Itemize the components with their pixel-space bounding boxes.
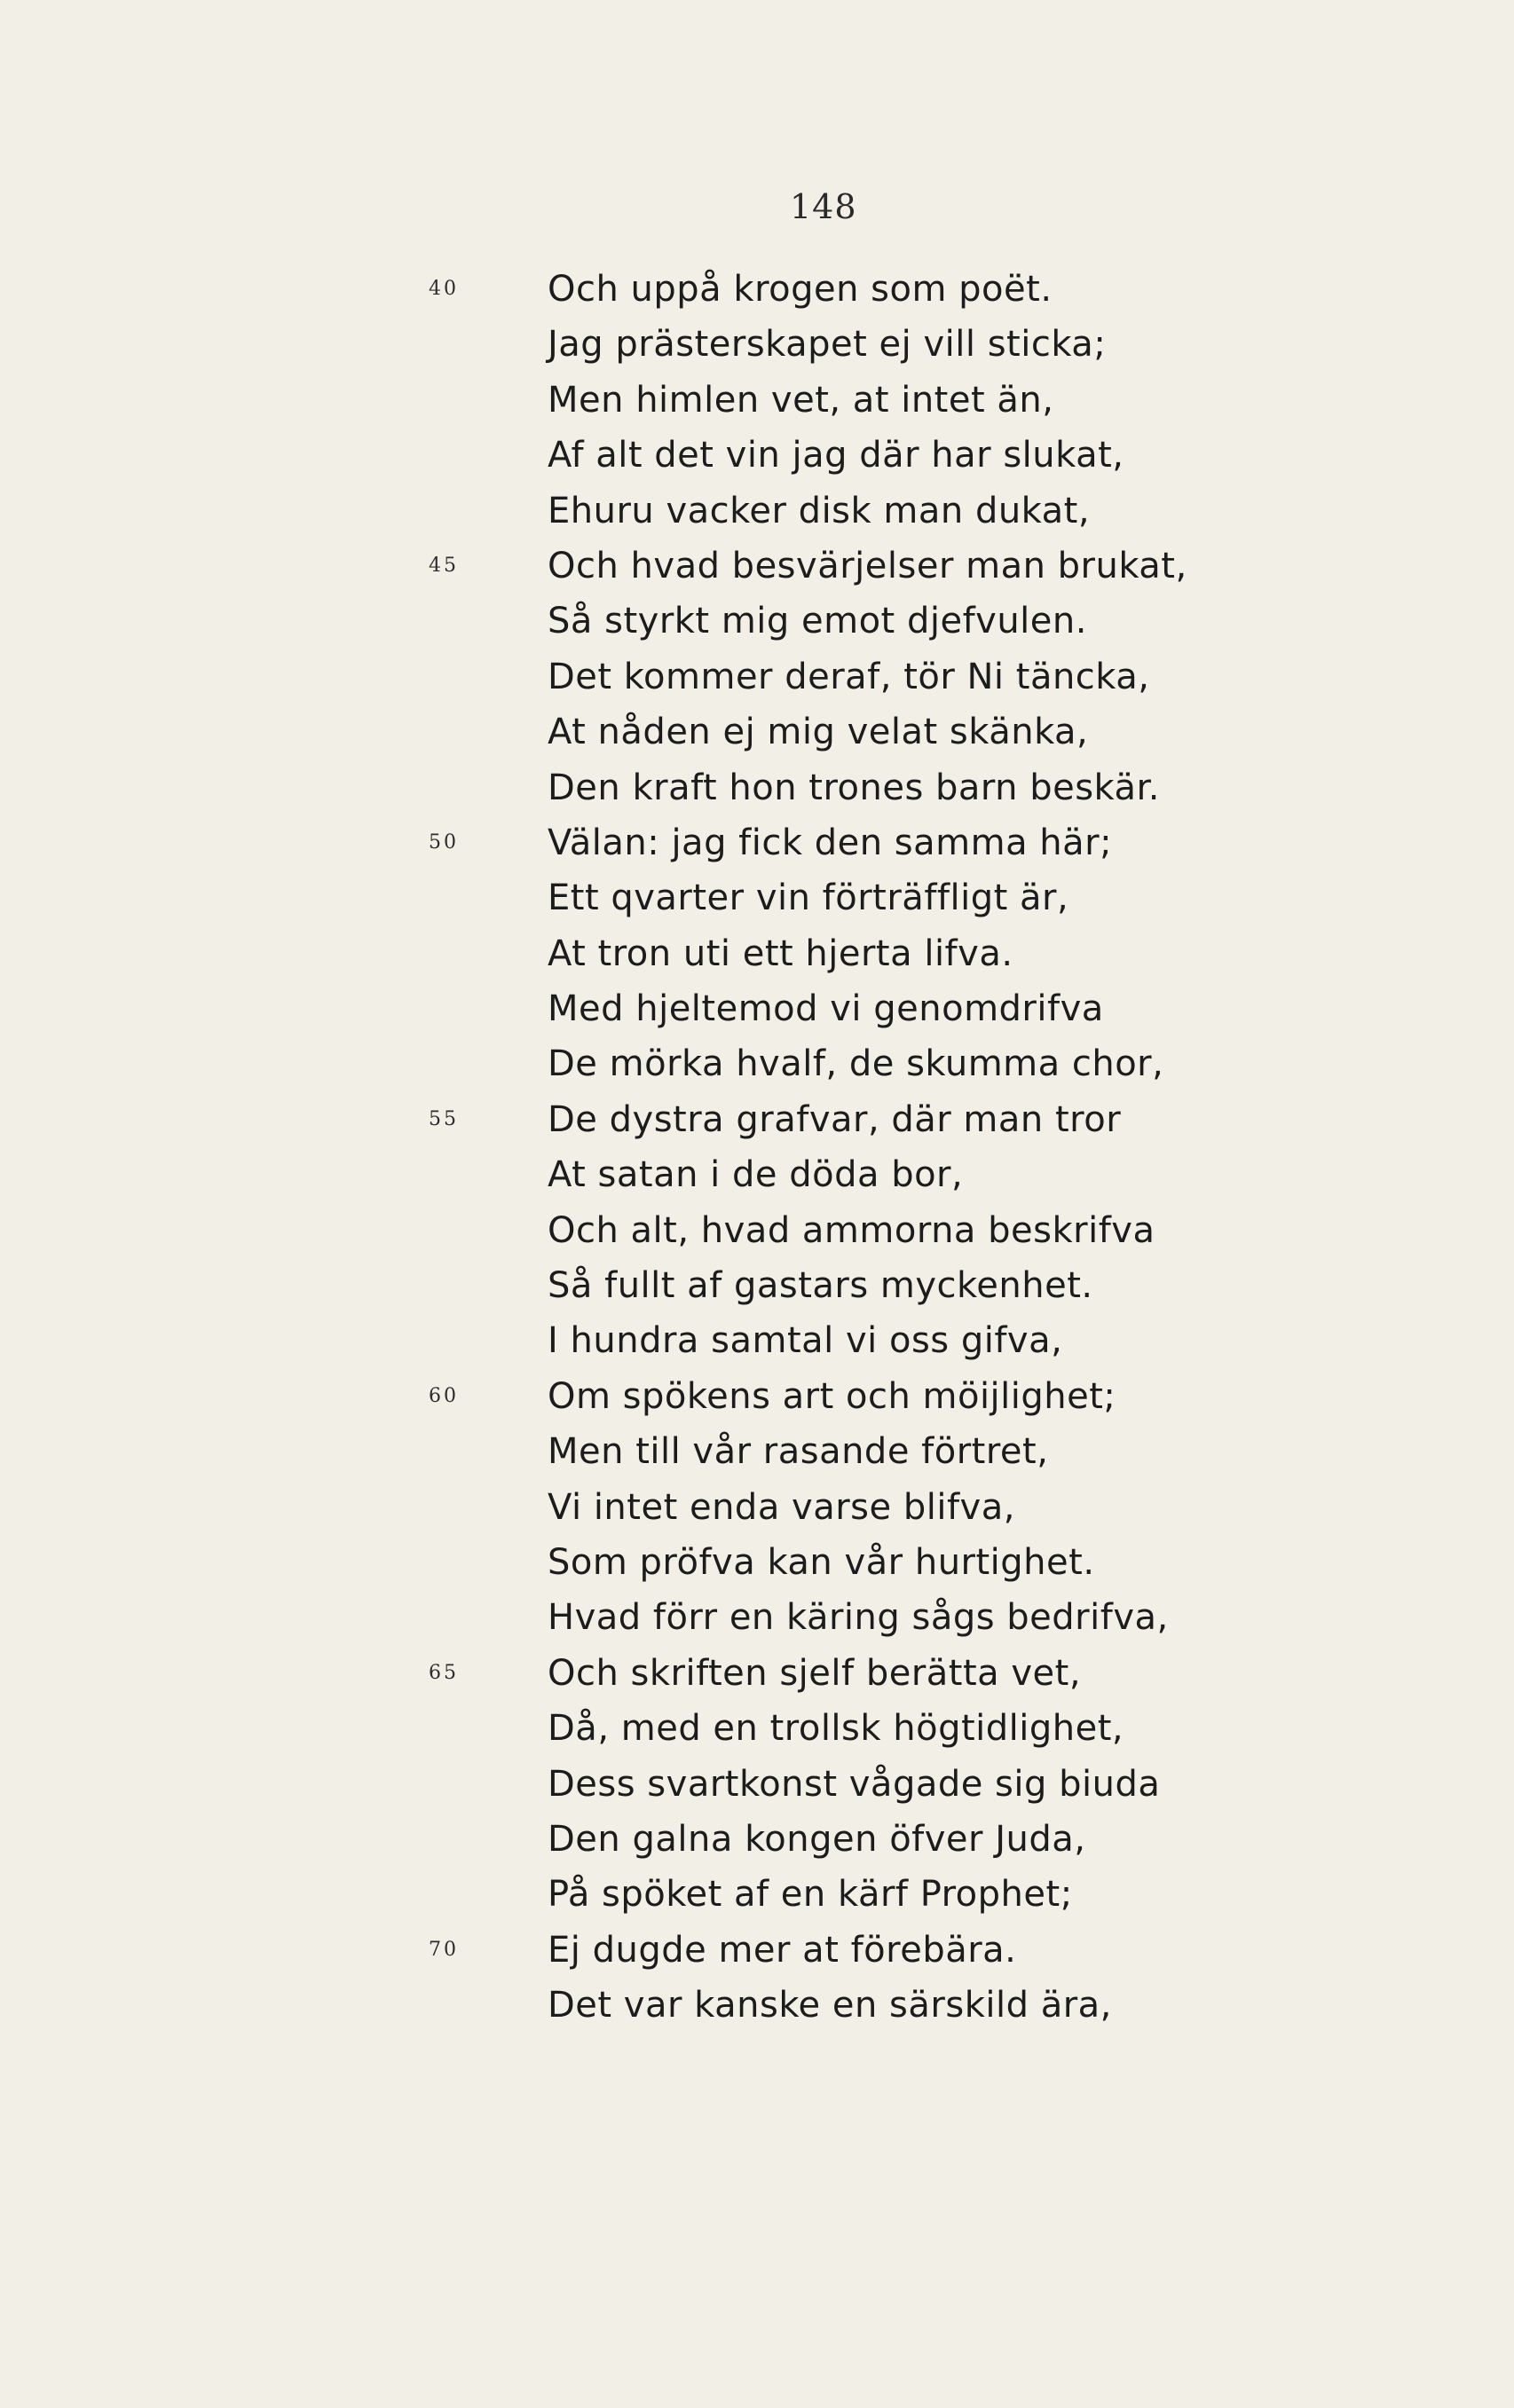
line-number: 45 xyxy=(429,554,459,577)
poem-line xyxy=(0,1646,1514,1701)
line-text: Det kommer deraf, tör Ni täncka, xyxy=(548,656,1150,697)
line-text: Men himlen vet, at intet än, xyxy=(548,379,1054,421)
line-number: 40 xyxy=(429,278,459,300)
poem-line xyxy=(0,594,1514,649)
poem-line xyxy=(0,1480,1514,1535)
poem-line xyxy=(0,539,1514,594)
line-text: De dystra grafvar, där man tror xyxy=(548,1098,1122,1140)
line-text: Så styrkt mig emot djefvulen. xyxy=(548,601,1087,642)
poem-text xyxy=(0,262,1514,2034)
line-text: Jag prästerskapet ej vill sticka; xyxy=(548,324,1107,366)
poem-line xyxy=(0,1535,1514,1590)
poem-line xyxy=(0,870,1514,925)
line-number: 55 xyxy=(429,1107,459,1130)
poem-line xyxy=(0,1147,1514,1202)
line-text: I hundra samtal vi oss gifva, xyxy=(548,1320,1063,1362)
poem-line xyxy=(0,1369,1514,1424)
poem-line xyxy=(0,484,1514,539)
line-number: 65 xyxy=(429,1661,459,1684)
line-text: Och alt, hvad ammorna beskrifva xyxy=(548,1209,1155,1251)
poem-line xyxy=(0,1258,1514,1313)
line-text: Som pröfva kan vår hurtighet. xyxy=(548,1541,1095,1583)
line-text: På spöket af en kärf Prophet; xyxy=(548,1874,1073,1916)
poem-line xyxy=(0,1812,1514,1867)
line-text: Ett qvarter vin förträffligt är, xyxy=(548,877,1069,919)
line-text: Vi intet enda varse blifva, xyxy=(548,1486,1015,1528)
line-text: Med hjeltemod vi genomdrifva xyxy=(548,988,1104,1030)
line-text: At nåden ej mig velat skänka, xyxy=(548,712,1089,753)
line-text: Den galna kongen öfver Juda, xyxy=(548,1818,1086,1860)
poem-line xyxy=(0,704,1514,759)
line-text: Om spökens art och möijlighet; xyxy=(548,1375,1116,1417)
line-text: Och uppå krogen som poët. xyxy=(548,269,1053,310)
line-text: Ehuru vacker disk man dukat, xyxy=(548,490,1091,531)
line-text: Det var kanske en särskild ära, xyxy=(548,1985,1112,2026)
poem-line xyxy=(0,1313,1514,1368)
poem-line xyxy=(0,1036,1514,1091)
poem-line xyxy=(0,926,1514,981)
line-number: 70 xyxy=(429,1938,459,1961)
line-text: At satan i de döda bor, xyxy=(548,1154,964,1196)
line-text: Och skriften sjelf berätta vet, xyxy=(548,1652,1082,1694)
line-number: 60 xyxy=(429,1384,459,1407)
line-text: Och hvad besvärjelser man brukat, xyxy=(548,545,1187,586)
line-text: Välan: jag fick den samma här; xyxy=(548,822,1113,863)
poem-line xyxy=(0,1092,1514,1147)
poem-line xyxy=(0,1590,1514,1645)
line-number: 50 xyxy=(429,830,459,854)
line-text: Af alt det vin jag där har slukat, xyxy=(548,435,1124,476)
poem-line xyxy=(0,1978,1514,2033)
poem-line xyxy=(0,981,1514,1036)
line-text: Hvad förr en käring sågs bedrifva, xyxy=(548,1597,1169,1639)
line-text: Dess svartkonst vågade sig biuda xyxy=(548,1763,1161,1805)
poem-line xyxy=(0,1923,1514,1978)
line-text: Så fullt af gastars myckenhet. xyxy=(548,1265,1093,1307)
poem-line xyxy=(0,1203,1514,1258)
poem-line xyxy=(0,1757,1514,1812)
line-text: Ej dugde mer at förebära. xyxy=(548,1929,1017,1971)
poem-line xyxy=(0,262,1514,317)
page-number: 148 xyxy=(790,187,857,226)
poem-line xyxy=(0,428,1514,483)
line-text: Den kraft hon trones barn beskär. xyxy=(548,767,1161,808)
poem-line xyxy=(0,373,1514,428)
poem-line xyxy=(0,1867,1514,1922)
line-text: Då, med en trollsk högtidlighet, xyxy=(548,1708,1124,1750)
poem-line xyxy=(0,1701,1514,1756)
poem-line xyxy=(0,1424,1514,1479)
poem-line xyxy=(0,760,1514,815)
line-text: Men till vår rasande förtret, xyxy=(548,1431,1049,1473)
poem-line xyxy=(0,649,1514,704)
poem-line xyxy=(0,317,1514,372)
poem-line xyxy=(0,815,1514,870)
line-text: At tron uti ett hjerta lifva. xyxy=(548,933,1013,974)
line-text: De mörka hvalf, de skumma chor, xyxy=(548,1043,1164,1085)
